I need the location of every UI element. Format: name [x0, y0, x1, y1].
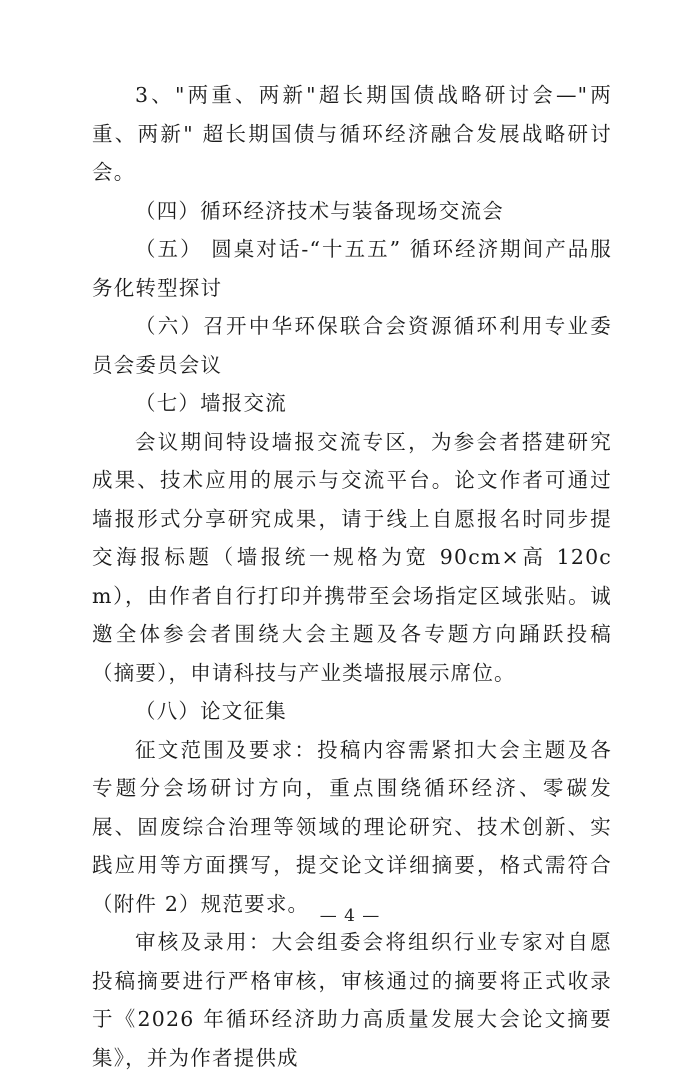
document-body — [92, 76, 612, 1077]
heading-section-6: （六）召开中华环保联合会资源循环利用专业委员会委员会议 — [92, 314, 612, 377]
heading-section-5: （五） 圆桌对话-“十五五” 循环经济期间产品服务化转型探讨 — [92, 237, 612, 300]
heading-section-7: （七）墙报交流 — [135, 391, 287, 415]
paragraph-review-acceptance: 审核及录用：大会组委会将组织行业专家对自愿投稿摘要进行严格审核，审核通过的摘要将正式收录于《2026 年循环经济助力高质量发展大会论文摘要集》，并为作者提供成 — [92, 930, 612, 1070]
paragraph-poster-exchange: 会议期间特设墙报交流专区，为参会者搭建研究成果、技术应用的展示与交流平台。论文作者可通过墙报形式分享研究成果，请于线上自愿报名时同步提交海报标题（墙报统一规格为宽 90cm×高 120cm），由作者自行打印并携带至会场指定区域张贴。诚邀全体参会者围绕大会主题及各专题方向踊跃投稿（摘要），申请科技与产业类墙报展示席位。 — [92, 429, 612, 685]
paragraph-symposium: 3、"两重、两新"超长期国债战略研讨会—"两重、两新" 超长期国债与循环经济融合发展战略研讨会。 — [92, 83, 612, 184]
page-number: — 4 — — [319, 906, 381, 926]
heading-section-8: （八）论文征集 — [135, 699, 287, 723]
paragraph-submission-scope: 征文范围及要求：投稿内容需紧扣大会主题及各专题分会场研讨方向，重点围绕循环经济、零碳发展、固废综合治理等领域的理论研究、技术创新、实践应用等方面撰写，提交论文详细摘要，格式需符合（附件 2）规范要求。 — [92, 737, 612, 916]
heading-section-4: （四）循环经济技术与装备现场交流会 — [135, 198, 504, 223]
